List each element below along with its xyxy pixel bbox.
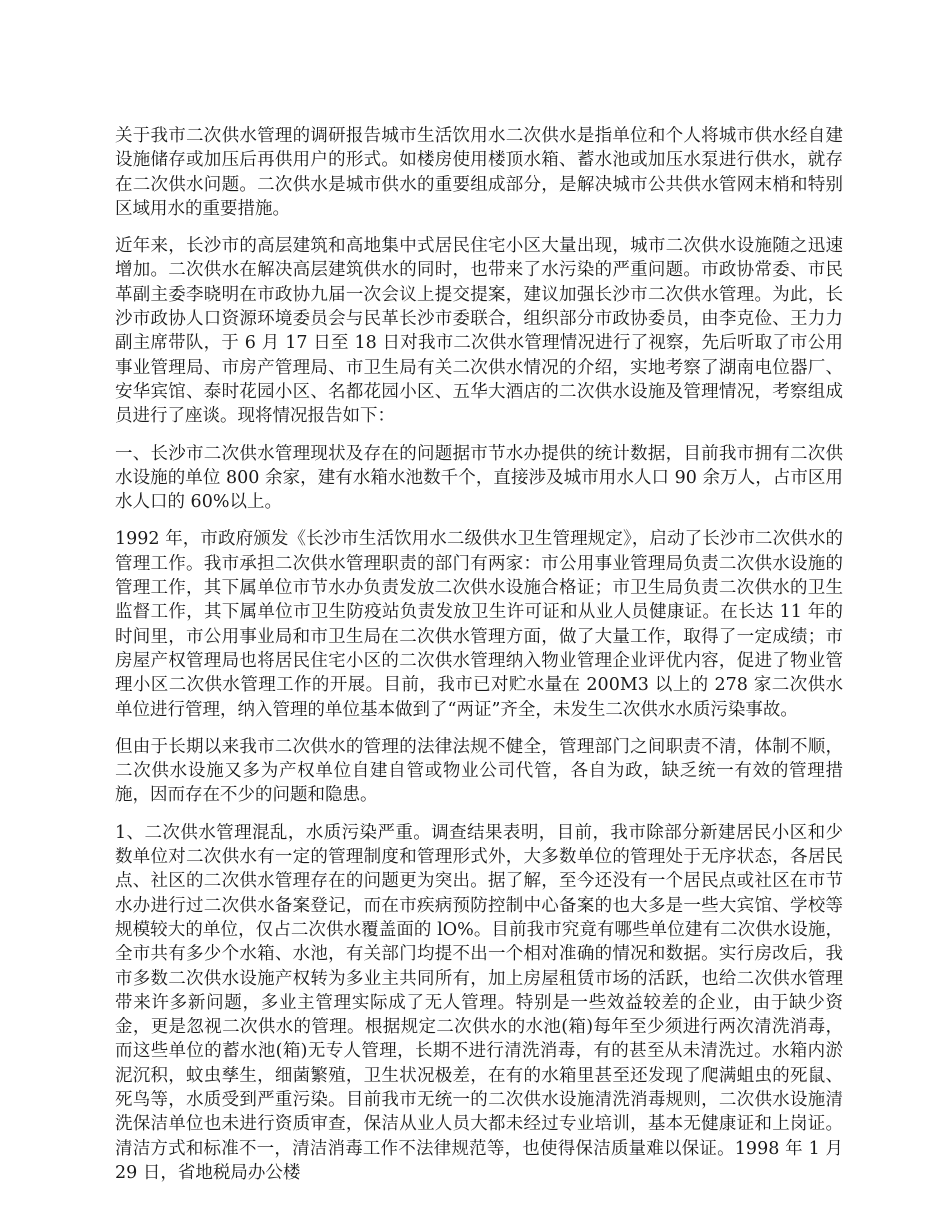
- paragraph-problem-1: 1、二次供水管理混乱，水质污染严重。调查结果表明，目前，我市除部分新建居民小区和少数单位对二次供水有一定的管理制度和管理形式外，大多数单位的管理处于无序状态，各居民点、社区的二次供水管理存在的问题更为突出。据了解，至今还没有一个居民点或社区在市节水办进行过二次供水备案登记，而在市疾病预防控制中心备案的也大多是一些大宾馆、学校等规模较大的单位，仅占二次供水覆盖面的 lO%。目前我市究竟有哪些单位建有二次供水设施，全市共有多少个水箱、水池，有关部门均提不出一个相对准确的情况和数据。实行房改后，我市多数二次供水设施产权转为多业主共同所有，加上房屋租赁市场的活跃，也给二次供水管理带来许多新问题，多业主管理实际成了无人管理。特别是一些效益较差的企业，由于缺少资金，更是忽视二次供水的管理。根据规定二次供水的水池(箱)每年至少须进行两次清洗消毒，而这些单位的蓄水池(箱)无专人管理，长期不进行清洗消毒，有的甚至从未清洗过。水箱内淤泥沉积，蚊虫孳生，细菌繁殖，卫生状况极差，在有的水箱里甚至还发现了爬满蛆虫的死鼠、死鸟等，水质受到严重污染。目前我市无统一的二次供水设施清洗消毒规则，二次供水设施清洗保洁单位也未进行资质审查，保洁从业人员大都未经过专业培训，基本无健康证和上岗证。清洁方式和标准不一，清洁消毒工作不法律规范等，也使得保洁质量难以保证。1998 年 1 月 29 日，省地税局办公楼: [115, 822, 843, 1183]
- paragraph-background: 近年来，长沙市的高层建筑和高地集中式居民住宅小区大量出现，城市二次供水设施随之迅速增加。二次供水在解决高层建筑供水的同时，也带来了水污染的严重问题。市政协常委、市民革副主委李晓明在市政协九届一次会议上提交提案，建议加强长沙市二次供水管理。为此，长沙市政协人口资源环境委员会与民革长沙市委联合，组织部分市政协委员，由李克俭、王力力副主席带队，于 6 月 17 日至 18 日对我市二次供水管理情况进行了视察，先后听取了市公用事业管理局、市房产管理局、市卫生局有关二次供水情况的介绍，实地考察了湖南电位器厂、安华宾馆、泰时花园小区、名都花园小区、五华大酒店的二次供水设施及管理情况，考察组成员进行了座谈。现将情况报告如下：: [115, 236, 843, 427]
- paragraph-1992-regulation: 1992 年，市政府颁发《长沙市生活饮用水二级供水卫生管理规定》，启动了长沙市二次供水的管理工作。我市承担二次供水管理职责的部门有两家：市公用事业管理局负责二次供水设施的管理工作，其下属单位市节水办负责发放二次供水设施合格证；市卫生局负责二次供水的卫生监督工作，其下属单位市卫生防疫站负责发放卫生许可证和从业人员健康证。在长达 11 年的时间里，市公用事业局和市卫生局在二次供水管理方面，做了大量工作，取得了一定成绩；市房屋产权管理局也将居民住宅小区的二次供水管理纳入物业管理企业评优内容，促进了物业管理小区二次供水管理工作的开展。目前，我市已对贮水量在 200M3 以上的 278 家二次供水单位进行管理，纳入管理的单位基本做到了“两证”齐全，未发生二次供水水质污染事故。: [115, 529, 843, 720]
- paragraph-problems-overview: 但由于长期以来我市二次供水的管理的法律法规不健全，管理部门之间职责不清，体制不顺，二次供水设施又多为产权单位自建自管或物业公司代管，各自为政，缺乏统一有效的管理措施，因而存在不少的问题和隐患。: [115, 736, 843, 806]
- paragraph-intro: 关于我市二次供水管理的调研报告城市生活饮用水二次供水是指单位和个人将城市供水经自建设施储存或加压后再供用户的形式。如楼房使用楼顶水箱、蓄水池或加压水泵进行供水，就存在二次供水问题。二次供水是城市供水的重要组成部分，是解决城市公共供水管网末梢和特别区域用水的重要措施。: [115, 126, 843, 219]
- document-body: [115, 124, 843, 1198]
- paragraph-section-1-status: 一、长沙市二次供水管理现状及存在的问题据市节水办提供的统计数据，目前我市拥有二次供水设施的单位 800 余家，建有水箱水池数千个，直接涉及城市用水人口 90 余万人，占市区用水人口的 60%以上。: [115, 443, 843, 513]
